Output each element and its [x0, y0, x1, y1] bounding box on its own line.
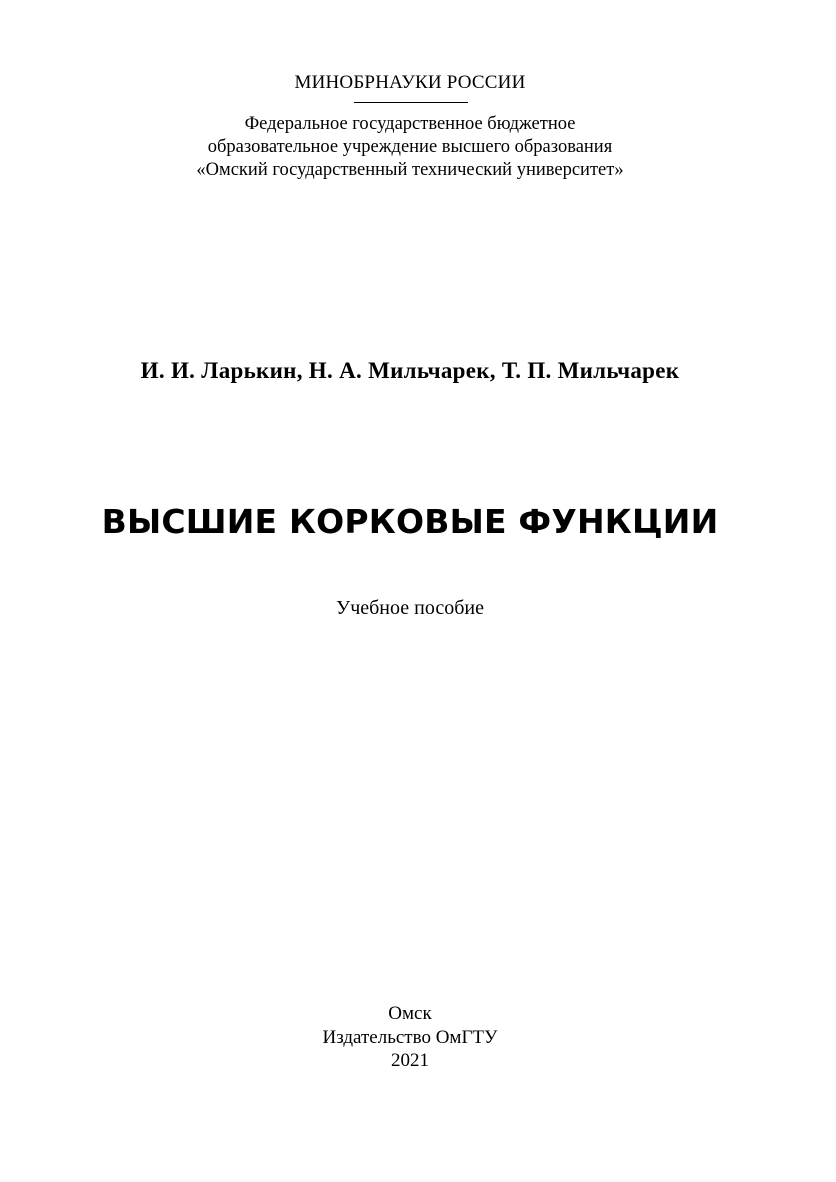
institution-line-1: Федеральное государственное бюджетное	[244, 114, 576, 134]
institution-line-2: образовательное учреждение высшего образования	[207, 137, 613, 157]
authors: И. И. Ларькин, Н. А. Мильчарек, Т. П. Мильчарек	[140, 358, 680, 383]
ministry-name: МИНОБРНАУКИ РОССИИ	[294, 72, 526, 93]
institution-line-3: «Омский государственный технический университет»	[196, 160, 624, 180]
imprint-year: 2021	[391, 1050, 429, 1071]
ministry-underline	[354, 102, 468, 103]
book-title: ВЫСШИЕ КОРКОВЫЕ ФУНКЦИИ	[101, 502, 719, 541]
book-subtitle: Учебное пособие	[336, 597, 484, 619]
imprint-city: Омск	[388, 1003, 432, 1024]
imprint-publisher: Издательство ОмГТУ	[322, 1027, 498, 1048]
